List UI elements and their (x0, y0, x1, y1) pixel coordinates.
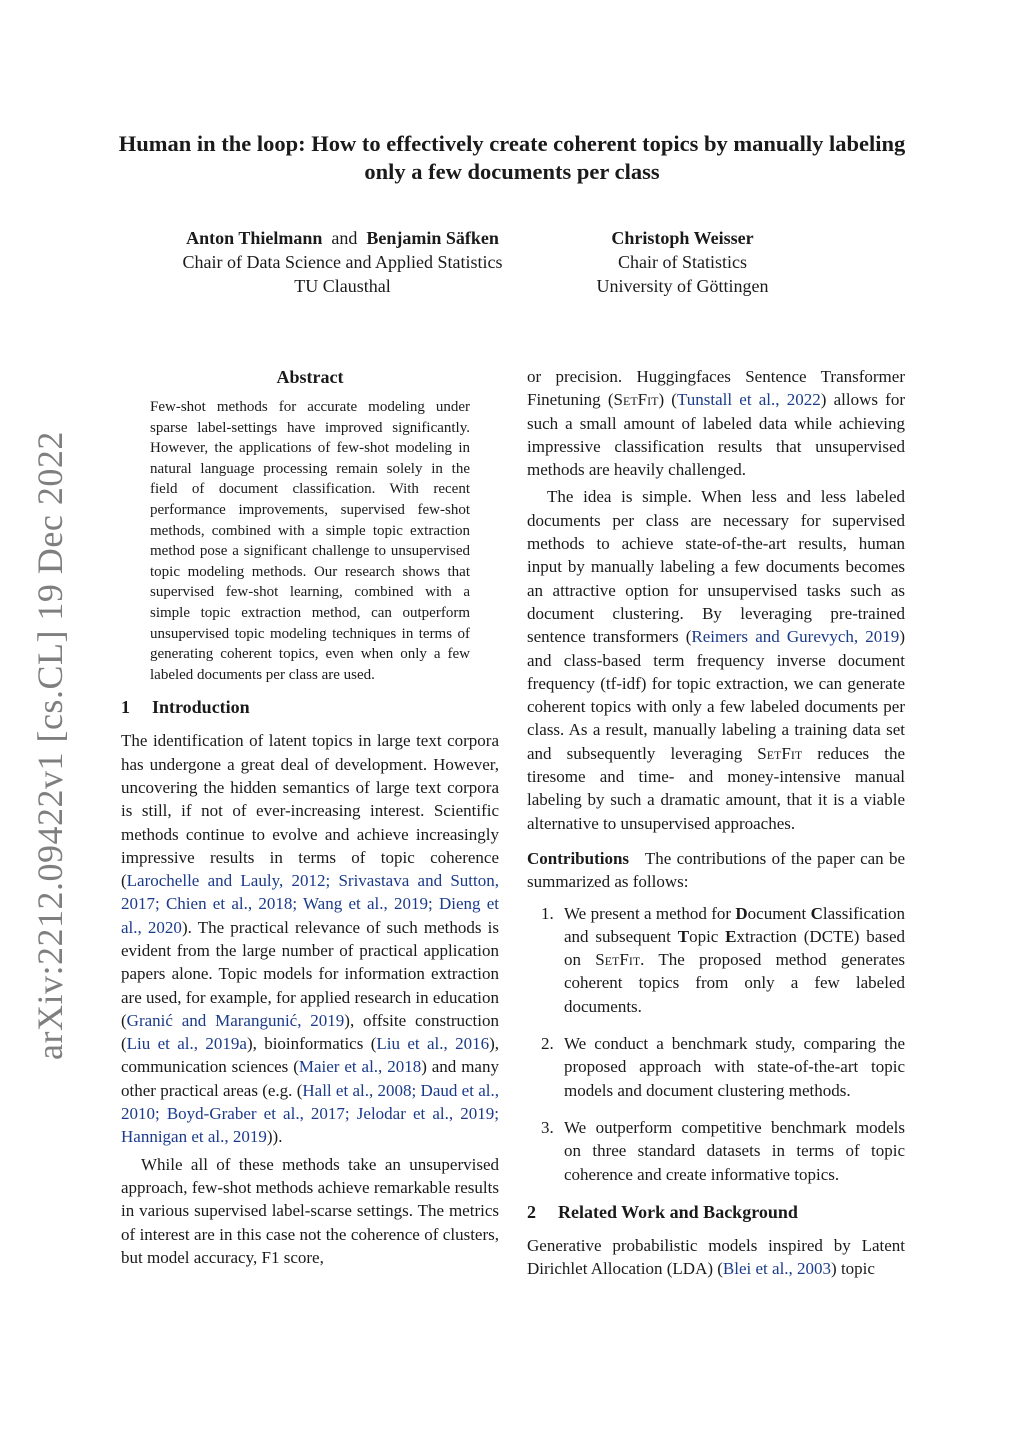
body-text: The idea is simple. When less and less labeled documents per class are necessary for supervised methods to achieve state-of-the-art results, human input by manually labeling a few documents becomes an attractive option for unsupervised tasks such as document clustering. By leveraging pre-trained sentence transformers ( (527, 487, 905, 647)
author-institution: TU Clausthal (294, 276, 391, 296)
right-paragraph-2 (527, 485, 905, 834)
author-affiliation: Chair of Statistics (618, 252, 747, 272)
body-text: or precision. Huggingfaces Sentence Transformer Finetuning ( (527, 367, 905, 410)
body-text: ) allows for such a small amount of labeled data while achieving impressive classification results that unsupervised methods are heavily challenged. (527, 390, 905, 480)
section-heading-introduction (121, 695, 499, 719)
arxiv-identifier: arXiv:2212.09422v1 [cs.CL] 19 Dec 2022 (30, 431, 70, 1060)
author-names (560, 226, 805, 250)
author-block-left (140, 226, 545, 298)
citation-link[interactable]: Tunstall et al., 2022 (676, 390, 821, 410)
list-item (527, 902, 905, 1018)
author-affiliation: Chair of Data Science and Applied Statistics (182, 252, 503, 272)
list-item-number: 1. (541, 903, 554, 923)
list-item (527, 1032, 905, 1102)
section-title: Introduction (152, 697, 250, 718)
body-text: ), offsite construction ( (121, 1010, 499, 1054)
list-item (527, 1116, 905, 1186)
citation-link[interactable]: Reimers and Gurevych, 2019 (691, 627, 900, 647)
author-name: Anton Thielmann (186, 228, 323, 248)
author-block-right (560, 226, 805, 298)
abstract-heading: Abstract (276, 367, 344, 387)
setfit-term: SetFit (595, 950, 641, 970)
body-text: We conduct a benchmark study, comparing the proposed approach with state-of-the-art topic models and document clustering methods. (564, 1034, 905, 1100)
body-text: We outperform competitive benchmark models on three standard datasets in terms of topic coherence and create informative topics. (564, 1117, 905, 1184)
body-text: We present a method for (564, 903, 736, 923)
related-work-paragraph-1 (527, 1234, 905, 1281)
body-text: ) topic (831, 1259, 875, 1279)
right-column (527, 365, 905, 1280)
setfit-term: SetFit (613, 390, 659, 410)
contributions-list (527, 902, 905, 1186)
citation-link[interactable]: Liu et al., 2019a (126, 1034, 247, 1054)
contributions-paragraph (527, 847, 905, 894)
body-text: . The proposed method generates coherent topics from only a few labeled documents. (564, 950, 905, 1016)
body-text: reduces the tiresome and time- and money-intensive manual labeling by such a dramatic amount, that it is a viable alternative to unsupervised approaches. (527, 743, 905, 833)
contributions-heading: Contributions (527, 848, 630, 868)
abstract-section (121, 365, 499, 685)
author-names (140, 226, 545, 250)
citation-link[interactable]: Liu et al., 2016 (376, 1034, 490, 1054)
acronym-letter: D (735, 903, 748, 923)
intro-paragraph-2: While all of these methods take an unsupervised approach, few-shot methods achieve remarkable results in various supervised label-scarse settings. The metrics of interest are in this case not the coherence of clusters, but model accuracy, F1 score, (121, 1154, 499, 1267)
list-item-number: 2. (541, 1034, 554, 1054)
list-item-number: 3. (541, 1117, 554, 1137)
body-text: ) and many other practical areas (e.g. ( (121, 1057, 499, 1100)
body-text: The identification of latent topics in large text corpora has undergone a great deal of development. However, uncovering the hidden semantics of large text corpora is still, if not of ever-increasing interest. Scientific methods continue to evolve and achieve increasingly impressive results in terms of topic coherence ( (121, 731, 499, 891)
citation-link[interactable]: Hall et al., 2008; Daud et al., 2010; Boyd-Graber et al., 2017; Jelodar et al., 2019; Hannigan et al., 2019 (121, 1080, 499, 1147)
author-name: Christoph Weisser (611, 228, 754, 248)
body-text: ) ( (658, 390, 677, 410)
body-text: The contributions of the paper can be summarized as follows: (527, 848, 906, 892)
citation-link[interactable]: Larochelle and Lauly, 2012; Srivastava and Sutton, 2017; Chien et al., 2018; Wang et al., 2019; Dieng et al., 2020 (121, 871, 499, 937)
abstract-text: Few-shot methods for accurate modeling under sparse label-settings have improved significantly. However, the applications of few-shot modeling in natural language processing remain solely in the field of document classification. With recent performance improvements, supervised few-shot methods, combined with a simple topic extraction method pose a significant challenge to unsupervised topic modeling methods. Our research shows that supervised few-shot learning, combined with a simple topic extraction method, can outperform unsupervised topic modeling techniques in terms of generating coherent topics, even when only a few labeled documents per class are used. (150, 399, 470, 683)
body-text: opic (689, 926, 726, 946)
intro-paragraph-1 (121, 729, 499, 1148)
body-text: ), communication sciences ( (121, 1034, 500, 1077)
section-heading-related-work (527, 1200, 905, 1224)
author-institution: University of Göttingen (596, 276, 769, 296)
body-text: xtraction (DCTE) based on (564, 926, 905, 970)
author-name: Benjamin Säfken (366, 228, 499, 248)
acronym-letter: C (810, 903, 823, 923)
body-text: Generative probabilistic models inspired by Latent Dirichlet Allocation (LDA) ( (527, 1235, 905, 1279)
setfit-term: SetFit (757, 743, 803, 763)
body-text: ocument (747, 903, 811, 923)
body-text: )). (266, 1127, 283, 1147)
section-title: Related Work and Background (558, 1201, 798, 1222)
section-number: 2 (527, 1201, 536, 1222)
left-column (121, 365, 499, 1269)
right-paragraph-1 (527, 365, 905, 481)
paper-title: Human in the loop: How to effectively create coherent topics by manually labeling only a few documents per class (118, 131, 906, 184)
body-text: ). The practical relevance of such methods is evident from the large number of practical application papers alone. Topic models for information extraction are used, for example, for applied research in education ( (121, 917, 499, 1030)
citation-link[interactable]: Blei et al., 2003 (722, 1259, 832, 1279)
body-text: lassification and subsequent (564, 903, 905, 946)
body-text: ), bioinformatics ( (246, 1034, 377, 1054)
body-text: ) and class-based term frequency inverse document frequency (tf-idf) for topic extraction, we can generate coherent topics with only a few labeled documents per class. As a result, manually labeling a training data set and subsequently leveraging (527, 627, 905, 763)
section-number: 1 (121, 697, 130, 718)
acronym-letter: E (725, 926, 737, 946)
acronym-letter: T (677, 926, 690, 946)
citation-link[interactable]: Granić and Marangunić, 2019 (126, 1010, 345, 1030)
author-conjunction: and (331, 228, 358, 248)
citation-link[interactable]: Maier et al., 2018 (298, 1057, 422, 1077)
